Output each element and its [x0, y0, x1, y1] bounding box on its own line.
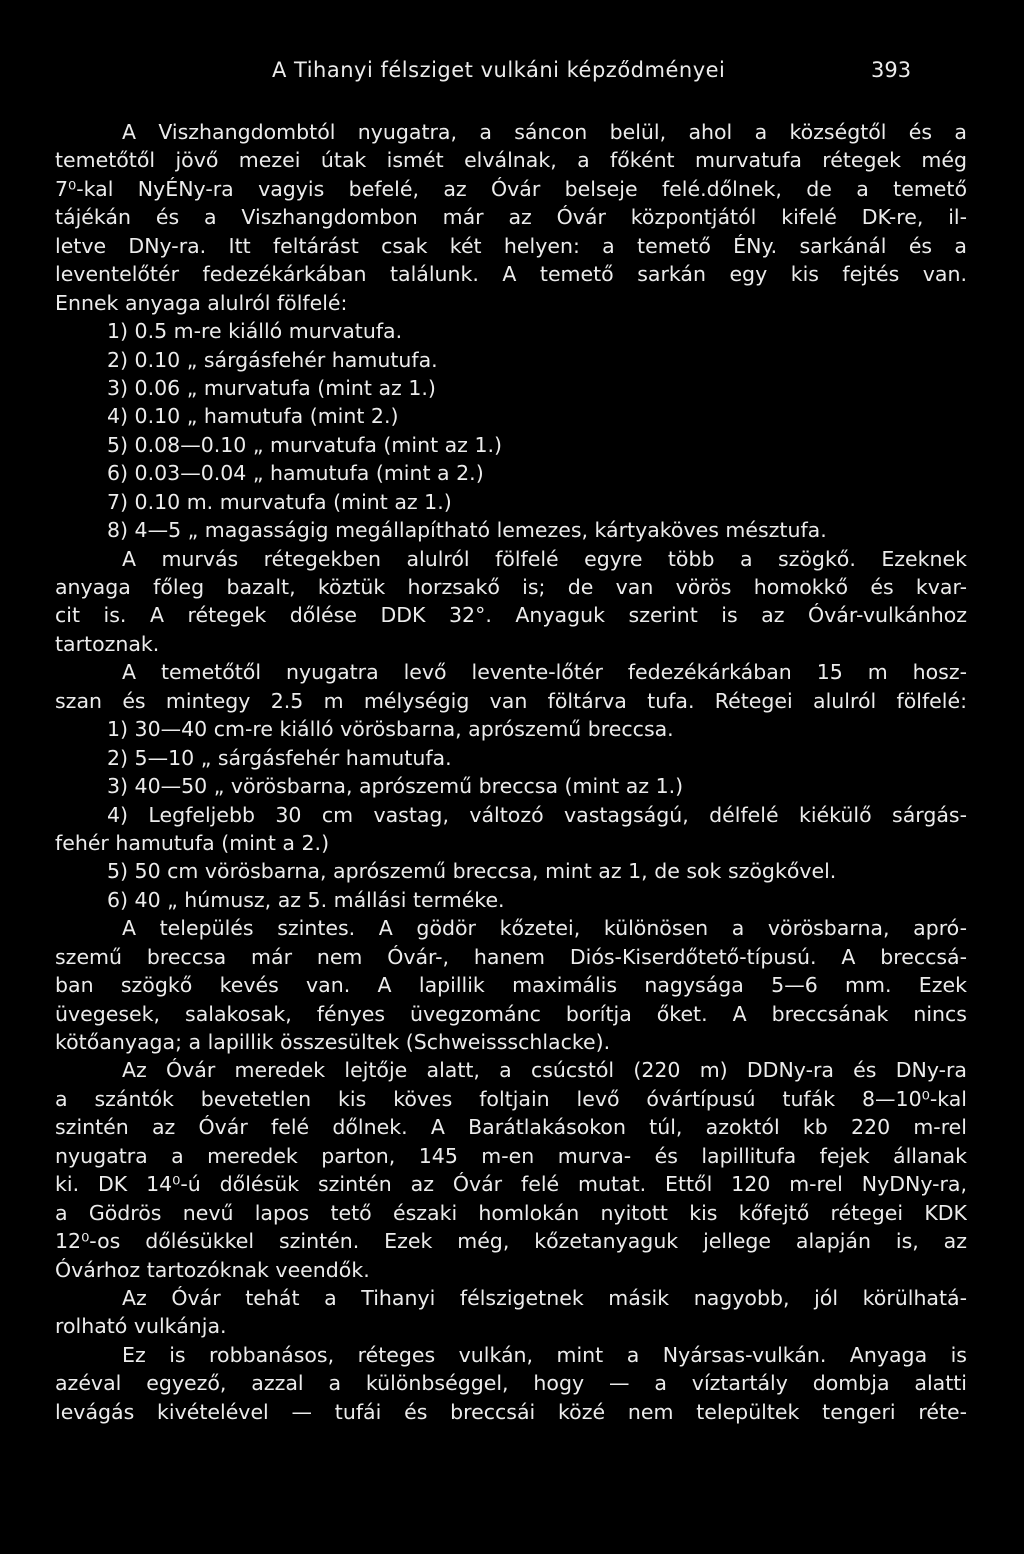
text-line: üvegesek, salakosak, fényes üvegzománc borítja őket. A breccsának nincs — [55, 1001, 967, 1026]
list-item: 6) 40 „ húmusz, az 5. mállási terméke. — [107, 887, 505, 912]
text-line: Óvárhoz tartozóknak veendők. — [55, 1257, 370, 1282]
text-line: Az Óvár tehát a Tihanyi félszigetnek másik nagyobb, jól körülhatá- — [122, 1285, 967, 1310]
text-line: temetőtől jövő mezei útak ismét elválnak, a főként murvatufa rétegek még — [55, 148, 967, 173]
list-item: 2) 0.10 „ sárgásfehér hamutufa. — [107, 347, 438, 372]
text-line: 7⁰-kal NyÉNy-ra vagyis befelé, az Óvár belseje felé.dőlnek, de a temető — [55, 176, 967, 201]
text-line: fehér hamutufa (mint a 2.) — [55, 830, 330, 855]
text-line: szemű breccsa már nem Óvár-, hanem Diós-Kiserdőtető-típusú. A breccsá- — [55, 944, 967, 969]
list-item: 5) 50 cm vörösbarna, aprószemű breccsa, mint az 1, de sok szögkővel. — [107, 859, 837, 884]
text-line: anyaga főleg bazalt, köztük horzsakő is; de van vörös homokkő és kvar- — [55, 575, 967, 599]
text-line: letve DNy-ra. Itt feltárást csak két helyen: a temető ÉNy. sarkánál és a — [55, 233, 967, 258]
list-item: 8) 4—5 „ magasságig megállapítható lemezes, kártyaköves mésztufa. — [107, 518, 827, 543]
list-item: 3) 0.06 „ murvatufa (mint az 1.) — [107, 375, 436, 400]
text-line: rolható vulkánja. — [55, 1314, 227, 1339]
list-item: 3) 40—50 „ vörösbarna, aprószemű breccsa (mint az 1.) — [107, 774, 684, 799]
list-item: 2) 5—10 „ sárgásfehér hamutufa. — [107, 745, 452, 770]
list-item: 6) 0.03—0.04 „ hamutufa (mint a 2.) — [107, 461, 484, 486]
text-line: levágás kivételével — tufái és breccsái közé nem települtek tengeri réte- — [55, 1399, 967, 1424]
body-text — [55, 118, 967, 1426]
text-line: tartoznak. — [55, 631, 160, 656]
text-line: a szántók bevetetlen kis köves foltjain levő óvártípusú tufák 8—10⁰-kal — [55, 1086, 967, 1111]
text-line: 12⁰-os dőlésükkel szintén. Ezek még, kőzetanyaguk jellege alapján is, az — [55, 1229, 967, 1254]
page-header — [0, 54, 1024, 86]
text-line: tájékán és a Viszhangdombon már az Óvár központjától kifelé DK-re, il- — [55, 205, 967, 230]
text-line: leventelőtér fedezékárkában találunk. A temető sarkán egy kis fejtés van. — [55, 262, 967, 287]
text-line: A temetőtől nyugatra levő levente-lőtér fedezékárkában 15 m hosz- — [122, 660, 967, 685]
text-line: Az Óvár meredek lejtője alatt, a csúcstól (220 m) DDNy-ra és DNy-ra — [122, 1058, 967, 1083]
text-line: A Viszhangdombtól nyugatra, a sáncon belül, ahol a községtől és a — [122, 120, 967, 144]
text-line: kötőanyaga; a lapillik összesültek (Schweissschlacke). — [55, 1030, 611, 1054]
text-line: szintén az Óvár felé dőlnek. A Barátlakásokon túl, azoktól kb 220 m-rel — [55, 1115, 967, 1140]
text-line: nyugatra a meredek parton, 145 m-en murva- és lapillitufa fejek állanak — [55, 1143, 967, 1168]
text-line: cit is. A rétegek dőlése DDK 32°. Anyaguk szerint is az Óvár-vulkánhoz — [55, 603, 967, 628]
list-item: 4) 0.10 „ hamutufa (mint 2.) — [107, 404, 399, 429]
list-item: 1) 30—40 cm-re kiálló vörösbarna, aprószemű breccsa. — [107, 717, 674, 742]
text-line: Ennek anyaga alulról fölfelé: — [55, 290, 348, 315]
text-line: szan és mintegy 2.5 m mélységig van föltárva tufa. Rétegei alulról fölfelé: — [55, 688, 967, 713]
page-number: 393 — [871, 58, 912, 82]
text-line: A murvás rétegekben alulról fölfelé egyre több a szögkő. Ezeknek — [122, 546, 967, 571]
text-line: ki. DK 14⁰-ú dőlésük szintén az Óvár felé mutat. Ettől 120 m-rel NyDNy-ra, — [55, 1172, 967, 1197]
text-line: A település szintes. A gödör kőzetei, különösen a vörösbarna, apró- — [122, 916, 967, 941]
list-item: 7) 0.10 m. murvatufa (mint az 1.) — [107, 489, 452, 514]
text-line: ban szögkő kevés van. A lapillik maximális nagysága 5—6 mm. Ezek — [55, 973, 967, 998]
running-title: A Tihanyi félsziget vulkáni képződményei — [272, 58, 726, 82]
list-item: 1) 0.5 m-re kiálló murvatufa. — [107, 319, 403, 344]
text-line: a Gödrös nevű lapos tető északi homlokán nyitott kis kőfejtő rétegei KDK — [55, 1200, 967, 1225]
text-line: azéval egyező, azzal a különbséggel, hogy — a víztartály dombja alatti — [55, 1371, 967, 1396]
list-item: 5) 0.08—0.10 „ murvatufa (mint az 1.) — [107, 432, 503, 457]
text-line: Ez is robbanásos, réteges vulkán, mint a Nyársas-vulkán. Anyaga is — [122, 1342, 967, 1367]
list-item: 4) Legfeljebb 30 cm vastag, változó vastagságú, délfelé kiékülő sárgás- — [107, 802, 967, 827]
